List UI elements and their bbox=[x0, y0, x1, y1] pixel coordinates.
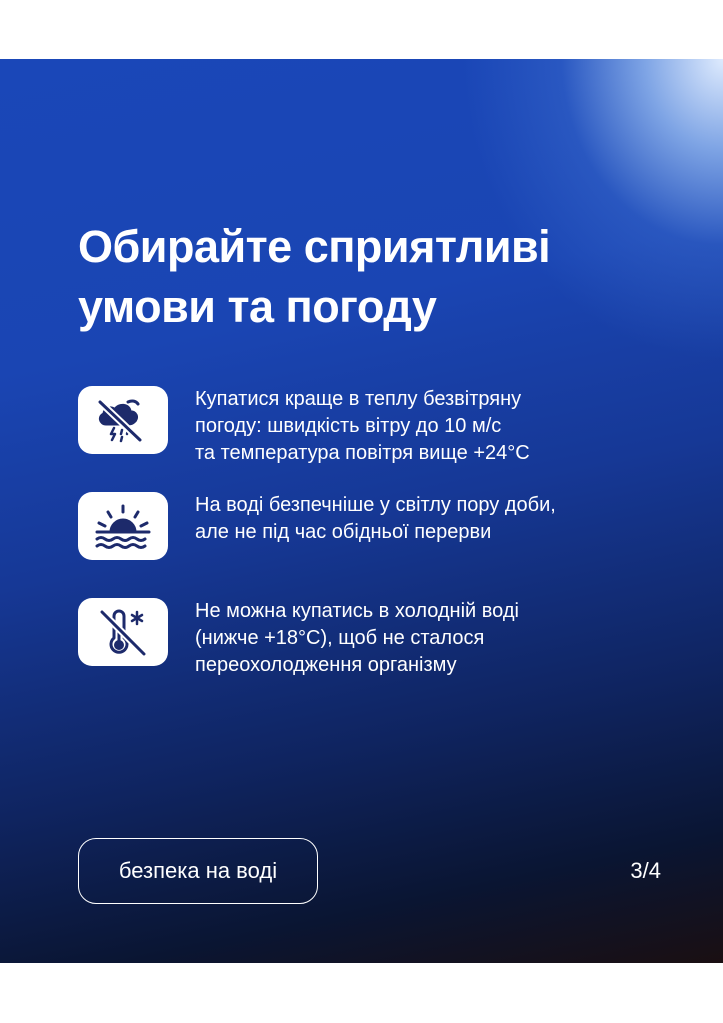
info-card bbox=[0, 59, 723, 963]
tip-line: Не можна купатись в холодній воді bbox=[195, 600, 519, 622]
sun-over-water-icon bbox=[78, 492, 168, 560]
tip-line: погоду: швидкість вітру до 10 м/с bbox=[195, 415, 502, 437]
tip-line: переохолодження організму bbox=[195, 654, 457, 676]
tip-line: але не під час обідньої перерви bbox=[195, 521, 492, 543]
tip-line: На воді безпечніше у світлу пору доби, bbox=[195, 494, 556, 516]
water-safety-tag-button[interactable]: безпека на воді bbox=[78, 838, 318, 904]
title-line-2: умови та погоду bbox=[78, 281, 437, 332]
tip-line: та температура повітря вище +24°C bbox=[195, 442, 530, 464]
tip-text-weather bbox=[195, 386, 675, 467]
no-storm-weather-icon bbox=[78, 386, 168, 454]
tip-line: Купатися краще в теплу безвітряну bbox=[195, 388, 522, 410]
no-cold-temperature-icon bbox=[78, 598, 168, 666]
page-title bbox=[78, 217, 678, 337]
tip-line: (нижче +18°C), щоб не сталося bbox=[195, 627, 485, 649]
page-indicator: 3/4 bbox=[630, 858, 661, 883]
title-line-1: Обирайте сприятливі bbox=[78, 221, 551, 272]
tip-text-cold-water bbox=[195, 598, 675, 679]
tip-text-daytime bbox=[195, 492, 675, 546]
